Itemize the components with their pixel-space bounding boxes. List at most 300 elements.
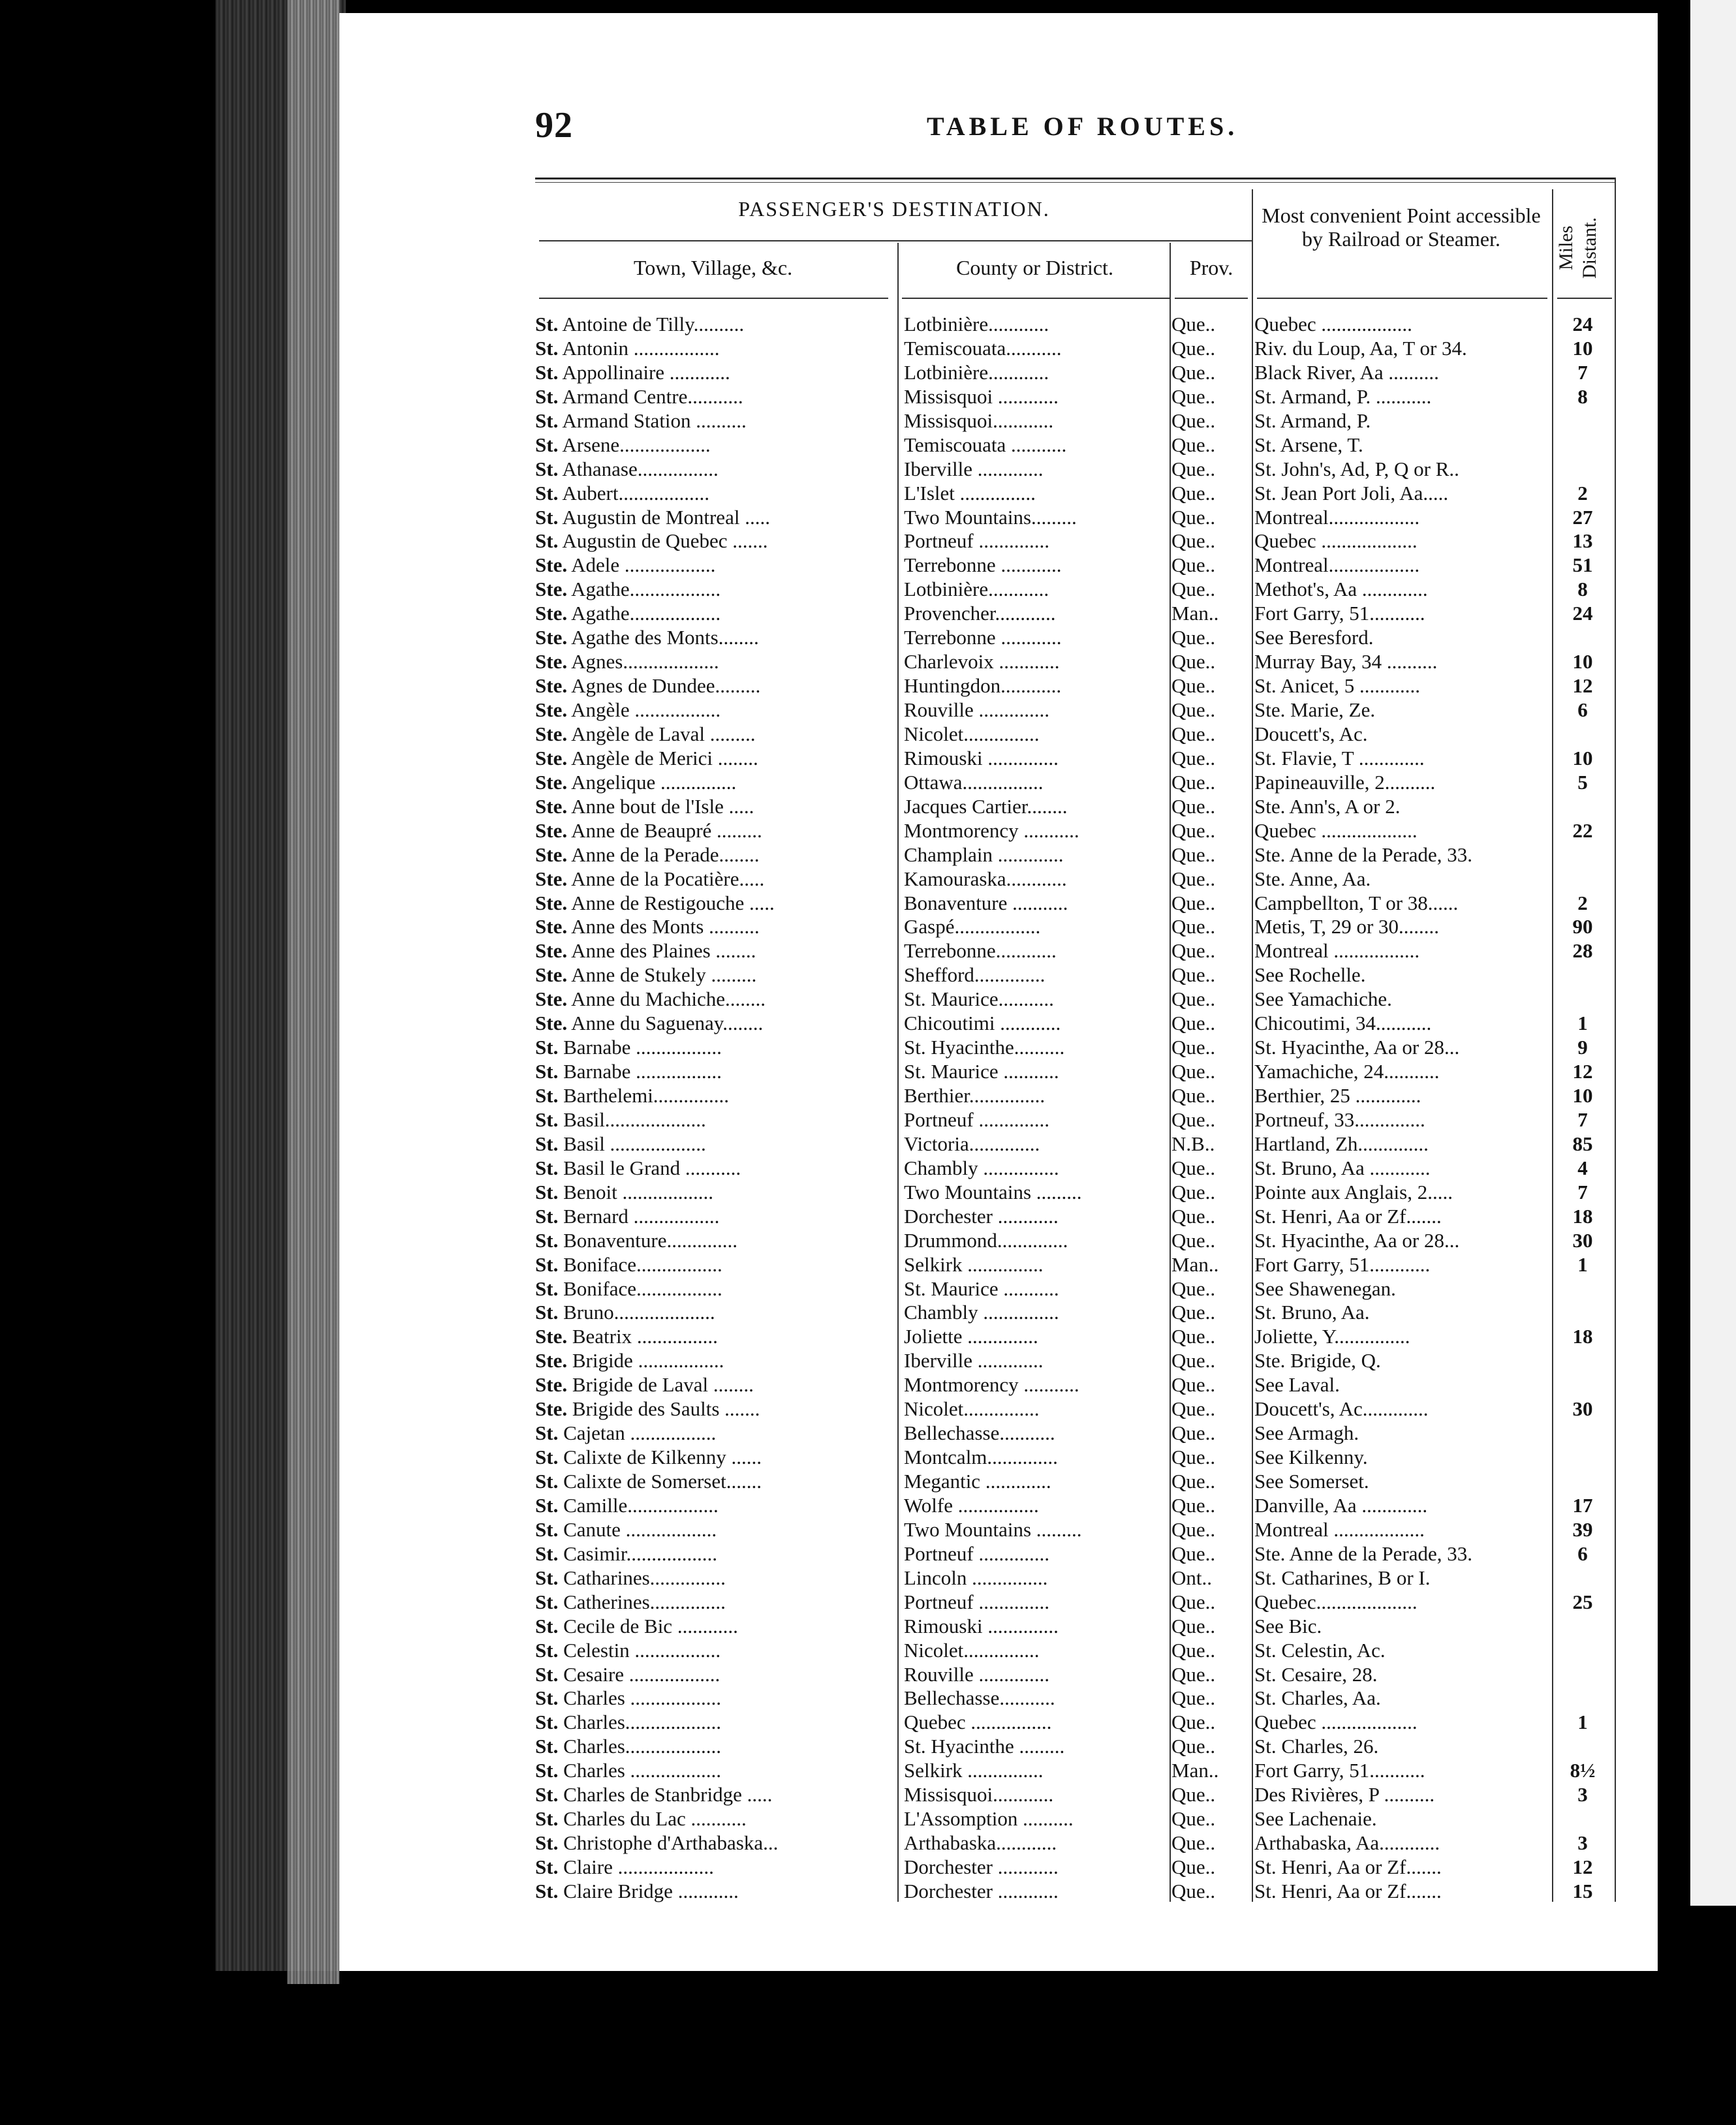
saint-prefix: St. (535, 1228, 559, 1252)
county-cell: Selkirk ............... (904, 1759, 1044, 1782)
saint-prefix: St. (535, 1156, 559, 1179)
prov-cell: Que.. (1171, 553, 1216, 577)
town-cell (535, 1566, 901, 1590)
town-cell (535, 1300, 901, 1324)
town-cell (535, 1782, 901, 1807)
point-cell: See Rochelle. (1254, 963, 1366, 987)
saint-prefix: Ste. (535, 770, 568, 794)
county-cell: Missisquoi............ (904, 409, 1054, 432)
town-cell (535, 1710, 901, 1734)
point-cell: Papineauville, 2.......... (1254, 770, 1436, 794)
town-cell (535, 698, 901, 722)
prov-cell: Que.. (1171, 1735, 1216, 1758)
prov-cell: Que.. (1171, 1180, 1216, 1203)
point-cell: St. Armand, P. ........... (1254, 384, 1432, 408)
county-cell: Terrebonne ............ (904, 553, 1062, 577)
town-name: Charles .................. (563, 1759, 722, 1782)
miles-cell: 7 (1577, 1108, 1588, 1131)
miles-cell: 18 (1572, 1325, 1593, 1348)
table-row (535, 1011, 1615, 1035)
county-cell: Terrebonne............ (904, 939, 1057, 963)
table-row (535, 1324, 1615, 1348)
town-name: Basil.................... (563, 1108, 706, 1131)
town-cell (535, 1590, 901, 1614)
county-cell: Chicoutimi ............ (904, 1012, 1061, 1035)
county-cell: Megantic ............. (904, 1470, 1051, 1493)
table-row (535, 1397, 1615, 1421)
point-cell: Doucett's, Ac............. (1254, 1397, 1429, 1421)
saint-prefix: Ste. (535, 698, 568, 721)
county-cell: Dorchester ............ (904, 1855, 1059, 1878)
town-cell (535, 1831, 901, 1855)
table-row (535, 1855, 1615, 1879)
town-cell (535, 481, 901, 505)
town-name: Agnes de Dundee......... (571, 674, 761, 698)
point-cell: See Bic. (1254, 1614, 1322, 1637)
table-row (535, 1108, 1615, 1132)
town-cell (535, 1324, 901, 1348)
town-cell (535, 1204, 901, 1228)
prov-cell: Que.. (1171, 770, 1216, 794)
point-cell: St. Hyacinthe, Aa or 28... (1254, 1228, 1460, 1252)
prov-cell: Man.. (1171, 1759, 1219, 1782)
saint-prefix: Ste. (535, 891, 568, 914)
county-cell: Rouville .............. (904, 698, 1050, 721)
saint-prefix: Ste. (535, 1373, 568, 1397)
town-cell (535, 843, 901, 867)
town-name: Agathe.................. (571, 578, 721, 601)
point-cell: Quebec ................... (1254, 1711, 1418, 1734)
prov-cell: Que.. (1171, 1517, 1216, 1541)
town-name: Athanase................ (562, 457, 719, 480)
miles-cell: 10 (1572, 1084, 1593, 1107)
miles-cell: 39 (1572, 1517, 1593, 1541)
table-row (535, 1300, 1615, 1324)
prov-cell: Que.. (1171, 1204, 1216, 1228)
prov-cell: Que.. (1171, 1228, 1216, 1252)
point-cell: Ste. Marie, Ze. (1254, 698, 1376, 721)
town-name: Cecile de Bic ............ (563, 1614, 738, 1637)
town-name: Calixte de Kilkenny ...... (563, 1446, 762, 1469)
miles-cell: 8½ (1570, 1759, 1596, 1782)
miles-cell: 1 (1577, 1252, 1588, 1276)
saint-prefix: Ste. (535, 674, 568, 698)
prov-cell: Man.. (1171, 602, 1219, 625)
miles-cell: 5 (1577, 770, 1588, 794)
saint-prefix: Ste. (535, 818, 568, 842)
saint-prefix: St. (535, 1686, 559, 1710)
miles-cell: 10 (1572, 650, 1593, 674)
town-cell (535, 1156, 901, 1180)
town-cell (535, 1517, 901, 1542)
miles-cell: 6 (1577, 1542, 1588, 1565)
town-cell (535, 1421, 901, 1445)
point-cell: See Yamachiche. (1254, 987, 1392, 1011)
table-row (535, 1807, 1615, 1831)
point-cell: Quebec ................... (1254, 529, 1418, 553)
town-cell (535, 867, 901, 891)
town-cell (535, 987, 901, 1011)
point-cell: Fort Garry, 51............ (1254, 1252, 1431, 1276)
town-cell (535, 1614, 901, 1638)
top-double-rule (535, 178, 1615, 183)
saint-prefix: St. (535, 529, 559, 553)
county-cell: St. Maurice........... (904, 987, 1054, 1011)
town-name: Calixte de Somerset....... (563, 1470, 762, 1493)
town-name: Barnabe ................. (563, 1060, 722, 1083)
town-name: Brigide des Saults ....... (572, 1397, 760, 1421)
prov-cell: Que.. (1171, 891, 1216, 914)
table-row (535, 649, 1615, 674)
saint-prefix: St. (535, 1301, 559, 1324)
county-cell: Montmorency ........... (904, 1373, 1079, 1397)
prov-cell: Que.. (1171, 1638, 1216, 1662)
saint-prefix: St. (535, 1542, 559, 1565)
prov-cell: Que.. (1171, 674, 1216, 698)
saint-prefix: Ste. (535, 746, 568, 769)
point-cell: Fort Garry, 51........... (1254, 1759, 1425, 1782)
town-name: Beatrix ................ (572, 1325, 718, 1348)
saint-prefix: Ste. (535, 602, 568, 625)
town-name: Augustin de Montreal ..... (562, 505, 770, 529)
town-cell (535, 529, 901, 553)
town-name: Anne bout de l'Isle ..... (571, 794, 754, 818)
town-name: Brigide ................. (572, 1349, 724, 1373)
town-cell (535, 1277, 901, 1301)
point-cell: Des Rivières, P .......... (1254, 1783, 1435, 1807)
town-name: Agnes................... (571, 650, 719, 674)
prov-cell: Que.. (1171, 1831, 1216, 1855)
miles-cell: 24 (1572, 313, 1593, 335)
point-cell: Doucett's, Ac. (1254, 722, 1368, 745)
miles-cell: 7 (1577, 1180, 1588, 1203)
county-cell: Gaspé................. (904, 915, 1041, 938)
point-cell: Ste. Anne, Aa. (1254, 867, 1371, 890)
town-cell (535, 1758, 901, 1782)
header-prov: Prov. (1189, 256, 1233, 279)
prov-cell: Que.. (1171, 360, 1216, 384)
header-bottom-rule (1175, 298, 1248, 299)
miles-cell: 30 (1572, 1397, 1593, 1421)
point-cell: Berthier, 25 ............. (1254, 1084, 1421, 1107)
town-cell (535, 1132, 901, 1156)
point-cell: See Beresford. (1254, 626, 1374, 649)
miles-cell: 28 (1572, 939, 1593, 963)
table-row (535, 1590, 1615, 1614)
table-row (535, 1277, 1615, 1301)
point-cell: St. Bruno, Aa. (1254, 1301, 1370, 1324)
miles-cell: 12 (1572, 1855, 1593, 1878)
header-bottom-rule (539, 298, 888, 299)
town-cell (535, 1059, 901, 1083)
town-name: Brigide de Laval ........ (572, 1373, 754, 1397)
table-row (535, 698, 1615, 722)
prov-cell: Que.. (1171, 1662, 1216, 1686)
point-cell: Metis, T, 29 or 30........ (1254, 915, 1440, 938)
prov-cell: Que.. (1171, 409, 1216, 432)
table-row (535, 384, 1615, 409)
town-name: Charles de Stanbridge ..... (563, 1783, 773, 1807)
point-cell: Quebec .................. (1254, 313, 1412, 335)
miles-cell: 1 (1577, 1711, 1588, 1734)
town-cell (535, 794, 901, 818)
saint-prefix: St. (535, 1855, 559, 1878)
town-cell (535, 553, 901, 577)
county-cell: Ottawa................ (904, 770, 1044, 794)
prov-cell: Que.. (1171, 915, 1216, 938)
prov-cell: Que.. (1171, 1349, 1216, 1373)
point-cell: St. Henri, Aa or Zf....... (1254, 1204, 1442, 1228)
prov-cell: Que.. (1171, 1855, 1216, 1878)
town-cell (535, 1662, 901, 1686)
prov-cell: Que.. (1171, 1277, 1216, 1300)
header-bottom-rule (1257, 298, 1547, 299)
town-cell (535, 1252, 901, 1277)
table-row (535, 505, 1615, 529)
town-name: Charles................... (563, 1735, 722, 1758)
header-destination: PASSENGER'S DESTINATION. (738, 197, 1050, 221)
table-row (535, 1566, 1615, 1590)
town-name: Anne de la Perade........ (571, 843, 760, 866)
table-row (535, 722, 1615, 746)
town-name: Arsene.................. (562, 433, 711, 456)
prov-cell: Man.. (1171, 1252, 1219, 1276)
saint-prefix: St. (535, 1783, 559, 1807)
prov-cell: Que.. (1171, 433, 1216, 456)
county-cell: Nicolet............... (904, 1638, 1040, 1662)
town-name: Canute .................. (563, 1517, 717, 1541)
table-row (535, 843, 1615, 867)
town-cell (535, 1083, 901, 1108)
county-cell: Montmorency ........... (904, 818, 1079, 842)
town-name: Augustin de Quebec ....... (562, 529, 768, 553)
miles-cell: 13 (1572, 529, 1593, 553)
town-name: Barthelemi............... (563, 1084, 730, 1107)
point-cell: St. Celestin, Ac. (1254, 1638, 1386, 1662)
prov-cell: Que.. (1171, 1783, 1216, 1807)
table-row (535, 529, 1615, 553)
point-cell: Fort Garry, 51........... (1254, 602, 1425, 625)
table-row (535, 457, 1615, 481)
saint-prefix: St. (535, 433, 559, 456)
prov-cell: Que.. (1171, 1807, 1216, 1831)
prov-cell: Que.. (1171, 1542, 1216, 1565)
saint-prefix: Ste. (535, 553, 568, 577)
town-name: Bonaventure.............. (563, 1228, 737, 1252)
saint-prefix: Ste. (535, 939, 568, 963)
table-row (535, 1542, 1615, 1566)
point-cell: St. Cesaire, 28. (1254, 1662, 1378, 1686)
page-number: 92 (535, 105, 573, 146)
table-row (535, 1831, 1615, 1855)
town-cell (535, 433, 901, 457)
county-cell: Berthier............... (904, 1084, 1046, 1107)
point-cell: See Shawenegan. (1254, 1277, 1396, 1300)
county-cell: Chambly ............... (904, 1301, 1059, 1324)
point-cell: Montreal ................. (1254, 939, 1420, 963)
table-row (535, 1614, 1615, 1638)
saint-prefix: St. (535, 481, 559, 504)
miles-cell: 10 (1572, 746, 1593, 769)
miles-cell: 27 (1572, 505, 1593, 529)
town-cell (535, 770, 901, 794)
point-cell: St. Charles, Aa. (1254, 1686, 1381, 1710)
point-cell: Hartland, Zh.............. (1254, 1132, 1429, 1155)
town-cell (535, 360, 901, 384)
town-name: Adele .................. (571, 553, 716, 577)
town-cell (535, 1180, 901, 1204)
point-cell: Arthabaska, Aa............ (1254, 1831, 1440, 1855)
prov-cell: Que.. (1171, 867, 1216, 890)
county-cell: Kamouraska............ (904, 867, 1067, 890)
point-cell: See Somerset. (1254, 1470, 1369, 1493)
town-name: Anne des Monts .......... (571, 915, 760, 938)
table-row (535, 336, 1615, 360)
prov-cell: Que.. (1171, 987, 1216, 1011)
town-cell (535, 1542, 901, 1566)
point-cell: St. Jean Port Joli, Aa..... (1254, 481, 1449, 504)
county-cell: Rimouski .............. (904, 1614, 1059, 1637)
prov-cell: Que.. (1171, 1156, 1216, 1179)
prov-cell: Que.. (1171, 1301, 1216, 1324)
prov-cell: Que.. (1171, 843, 1216, 866)
town-cell (535, 963, 901, 987)
town-name: Anne de Restigouche ..... (571, 891, 775, 914)
county-cell: Chambly ............... (904, 1156, 1059, 1179)
prov-cell: Que.. (1171, 1084, 1216, 1107)
county-cell: Montcalm.............. (904, 1446, 1058, 1469)
prov-cell: Que.. (1171, 1373, 1216, 1397)
miles-cell: 8 (1577, 384, 1588, 408)
county-cell: Shefford.............. (904, 963, 1046, 987)
point-cell: Chicoutimi, 34........... (1254, 1012, 1432, 1035)
saint-prefix: St. (535, 1614, 559, 1637)
table-row (535, 1879, 1615, 1903)
table-row (535, 1445, 1615, 1469)
county-cell: L'Islet ............... (904, 481, 1036, 504)
town-name: Charles du Lac ........... (563, 1807, 747, 1831)
saint-prefix: St. (535, 1735, 559, 1758)
county-cell: Temiscouata ........... (904, 433, 1067, 456)
miles-cell: 85 (1572, 1132, 1593, 1155)
county-cell: Champlain ............. (904, 843, 1064, 866)
header-county: County or District. (956, 256, 1113, 279)
county-cell: Lotbinière............ (904, 578, 1049, 601)
prov-cell: Que.. (1171, 1036, 1216, 1059)
miles-cell: 12 (1572, 1060, 1593, 1083)
saint-prefix: St. (535, 1493, 559, 1517)
table-row (535, 1517, 1615, 1542)
miles-cell: 24 (1572, 602, 1593, 625)
table-row (535, 312, 1615, 336)
town-cell (535, 1035, 901, 1059)
county-cell: Missisquoi............ (904, 1783, 1054, 1807)
prov-cell: Que.. (1171, 939, 1216, 963)
table-row (535, 553, 1615, 577)
town-cell (535, 649, 901, 674)
town-name: Charles................... (563, 1711, 722, 1734)
prov-cell: Que.. (1171, 1493, 1216, 1517)
prov-cell: Que.. (1171, 963, 1216, 987)
point-cell: Ste. Brigide, Q. (1254, 1349, 1381, 1373)
saint-prefix: Ste. (535, 722, 568, 745)
county-cell: Portneuf .............. (904, 529, 1050, 553)
county-cell: Bellechasse........... (904, 1686, 1055, 1710)
town-cell (535, 384, 901, 409)
prov-cell: Que.. (1171, 578, 1216, 601)
town-cell (535, 1108, 901, 1132)
town-cell (535, 1228, 901, 1252)
point-cell: Montreal.................. (1254, 553, 1420, 577)
point-cell: Ste. Ann's, A or 2. (1254, 794, 1401, 818)
miles-cell: 9 (1577, 1036, 1588, 1059)
town-name: Aubert.................. (562, 481, 709, 504)
town-name: Agathe des Monts........ (571, 626, 759, 649)
prov-cell: Que.. (1171, 384, 1216, 408)
town-name: Angèle de Merici ........ (571, 746, 758, 769)
town-name: Angèle de Laval ......... (571, 722, 756, 745)
town-cell (535, 818, 901, 843)
town-name: Catherines............... (563, 1590, 726, 1613)
town-cell (535, 722, 901, 746)
prov-cell: Que.. (1171, 505, 1216, 529)
county-cell: Quebec ................ (904, 1711, 1052, 1734)
miles-cell: 18 (1572, 1204, 1593, 1228)
town-name: Anne de Beaupré ......... (571, 818, 762, 842)
table-row (535, 818, 1615, 843)
table-row (535, 1758, 1615, 1782)
county-cell: Rimouski .............. (904, 746, 1059, 769)
saint-prefix: St. (535, 505, 559, 529)
table-row (535, 1373, 1615, 1397)
county-cell: Selkirk ............... (904, 1252, 1044, 1276)
town-name: Claire ................... (563, 1855, 714, 1878)
saint-prefix: Ste. (535, 867, 568, 890)
point-cell: Murray Bay, 34 .......... (1254, 650, 1438, 674)
saint-prefix: Ste. (535, 915, 568, 938)
saint-prefix: St. (535, 1036, 559, 1059)
point-cell: Montreal .................. (1254, 1517, 1425, 1541)
town-name: Bernard ................. (563, 1204, 720, 1228)
town-name: Anne de la Pocatière..... (571, 867, 765, 890)
town-cell (535, 409, 901, 433)
town-name: Boniface................. (563, 1252, 722, 1276)
saint-prefix: St. (535, 1060, 559, 1083)
table-row (535, 1493, 1615, 1517)
town-cell (535, 312, 901, 336)
county-cell: Charlevoix ............ (904, 650, 1060, 674)
point-cell: See Lachenaie. (1254, 1807, 1377, 1831)
county-cell: Wolfe ................ (904, 1493, 1039, 1517)
point-cell: St. John's, Ad, P, Q or R.. (1254, 457, 1459, 480)
table-row (535, 1228, 1615, 1252)
table-row (535, 409, 1615, 433)
table-row (535, 360, 1615, 384)
point-cell: St. Arsene, T. (1254, 433, 1363, 456)
town-cell (535, 891, 901, 915)
county-cell: Lotbinière............ (904, 360, 1049, 384)
town-name: Anne de Stukely ......... (571, 963, 757, 987)
county-cell: Two Mountains ......... (904, 1517, 1082, 1541)
county-cell: Two Mountains ......... (904, 1180, 1082, 1203)
town-name: Cajetan ................. (563, 1421, 717, 1445)
town-cell (535, 674, 901, 698)
county-cell: Bonaventure ........... (904, 891, 1068, 914)
town-name: Appollinaire ............ (562, 360, 730, 384)
point-cell: Ste. Anne de la Perade, 33. (1254, 843, 1473, 866)
town-name: Angelique ............... (571, 770, 737, 794)
table-row (535, 1252, 1615, 1277)
